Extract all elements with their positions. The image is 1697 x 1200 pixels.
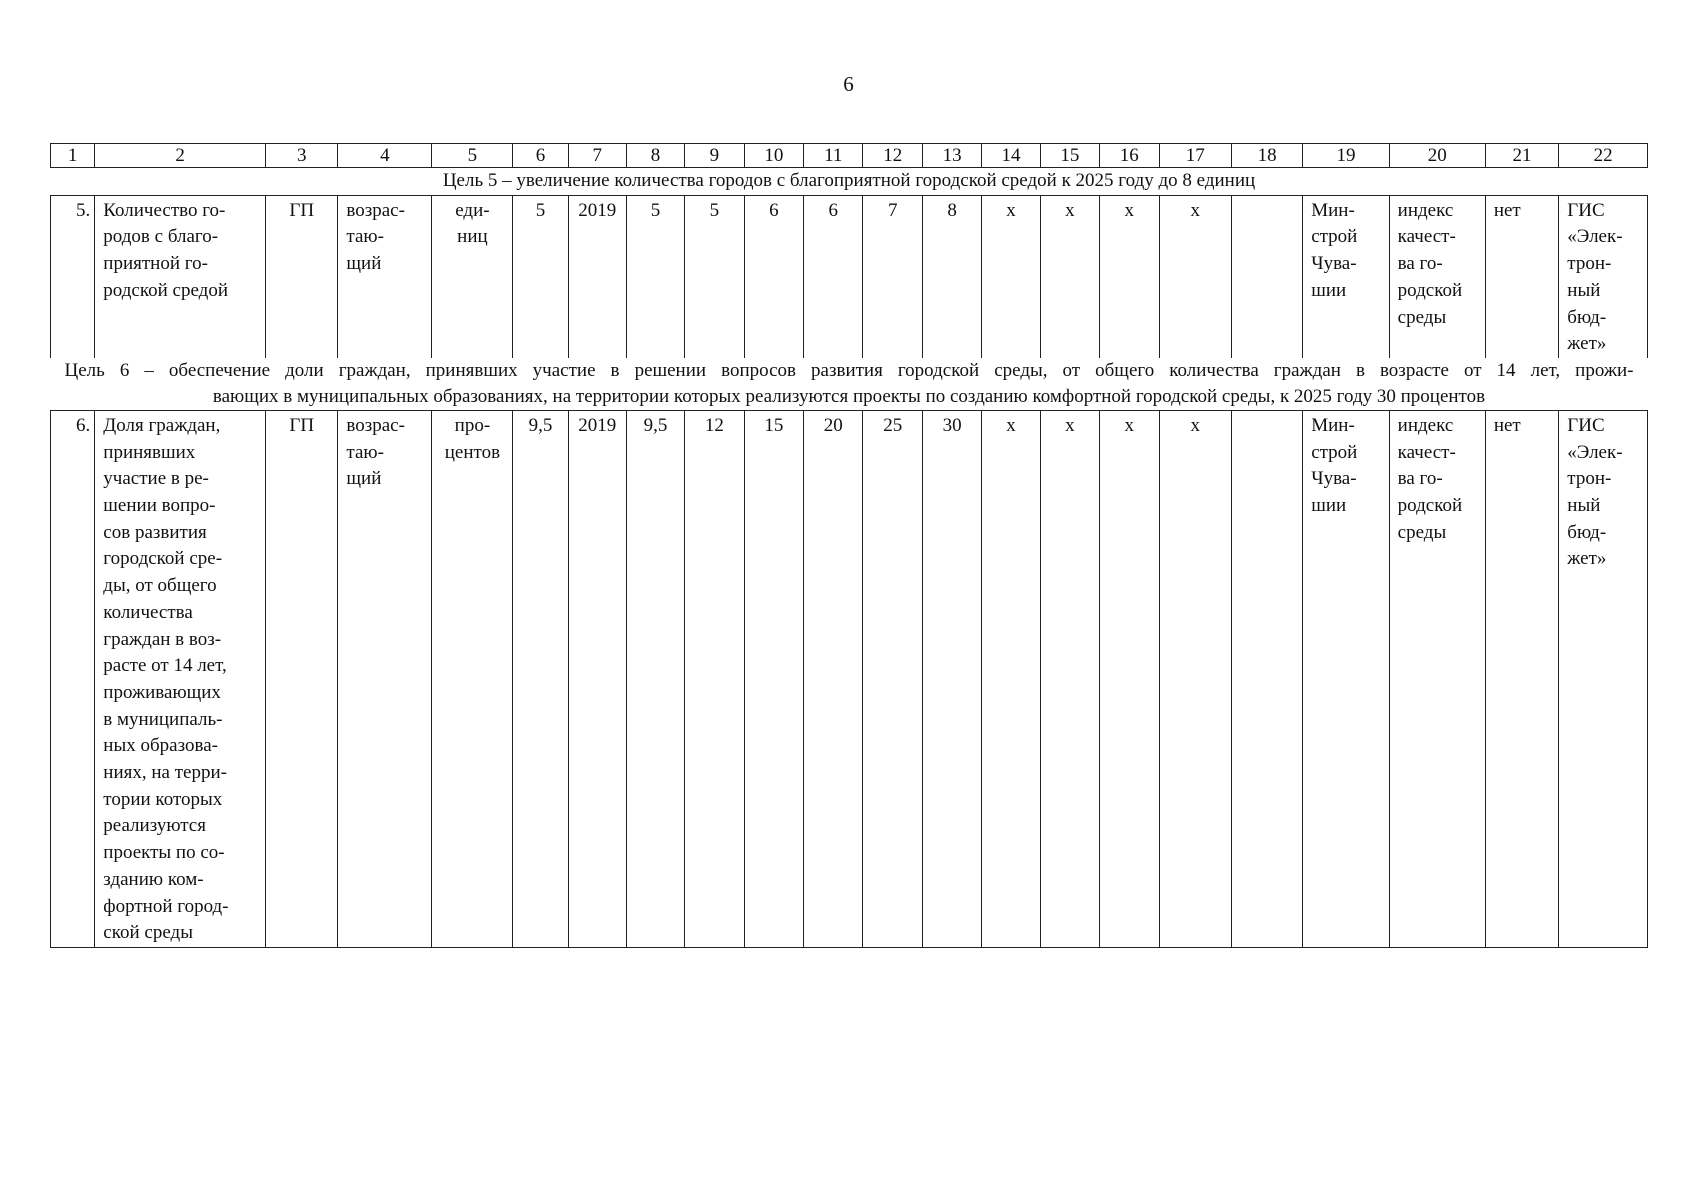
column-number: 22 [1559,144,1648,168]
indicator-trend: возрас- таю- щий [338,195,432,358]
value-col-16: x [1100,410,1159,947]
calculation-method: индекс качест- ва го- родской среды [1389,410,1485,947]
column-number: 6 [513,144,568,168]
value-col-10: 15 [744,410,803,947]
flag-value: нет [1485,195,1558,358]
goal-6-line-2: вающих в муниципальных образованиях, на территории которых реализуются проекты по созданию комфортной городской среды, к 2025 году 30 процентов [212,385,1486,407]
indicator-type: ГП [266,195,338,358]
column-number: 20 [1389,144,1485,168]
value-col-11: 6 [804,195,863,358]
column-number: 10 [744,144,803,168]
value-col-16: x [1100,195,1159,358]
column-number: 5 [432,144,513,168]
goal-6-row [51,358,1648,411]
responsible-org: Мин- строй Чува- шии [1303,410,1389,947]
goal-5-row [51,168,1648,196]
column-number: 11 [804,144,863,168]
value-col-13: 8 [922,195,981,358]
data-source: ГИС «Элек- трон- ный бюд- жет» [1559,410,1648,947]
column-number: 14 [982,144,1040,168]
value-col-9: 5 [685,195,744,358]
base-year: 2019 [568,195,626,358]
value-col-17: x [1159,195,1231,358]
goal-6-line-1: Цель 6 – обеспечение доли граждан, принявших участие в решении вопросов развития городской среды, от общего количества граждан в возрасте от 14 лет, прожи- [64,359,1634,381]
value-col-11: 20 [804,410,863,947]
value-col-12: 7 [863,195,922,358]
data-source: ГИС «Элек- трон- ный бюд- жет» [1559,195,1648,358]
goal-6-text [51,358,1648,411]
indicator-unit: еди- ниц [432,195,513,358]
column-number: 17 [1159,144,1231,168]
column-number: 7 [568,144,626,168]
value-col-18 [1231,195,1302,358]
value-col-12: 25 [863,410,922,947]
column-number: 21 [1485,144,1558,168]
column-number: 18 [1231,144,1302,168]
flag-value: нет [1485,410,1558,947]
goal-5-text: Цель 5 – увеличение количества городов с благоприятной городской средой к 2025 году до 8 единиц [51,168,1648,196]
indicators-table [50,143,1648,948]
value-col-10: 6 [744,195,803,358]
row-number: 5. [51,195,95,358]
value-col-8: 9,5 [626,410,684,947]
value-col-8: 5 [626,195,684,358]
indicator-type: ГП [266,410,338,947]
column-number: 12 [863,144,922,168]
indicator-trend: возрас- таю- щий [338,410,432,947]
indicator-row-5 [51,195,1648,358]
page-number: 6 [843,72,854,96]
base-year: 2019 [568,410,626,947]
value-col-15: x [1040,410,1099,947]
responsible-org: Мин- строй Чува- шии [1303,195,1389,358]
column-number: 3 [266,144,338,168]
value-col-14: x [982,195,1040,358]
column-number: 4 [338,144,432,168]
column-number: 2 [95,144,266,168]
column-number: 1 [51,144,95,168]
calculation-method: индекс качест- ва го- родской среды [1389,195,1485,358]
indicator-row-6 [51,410,1648,947]
column-number-row [51,144,1648,168]
indicator-unit: про- центов [432,410,513,947]
column-number: 13 [922,144,981,168]
column-number: 19 [1303,144,1389,168]
value-col-9: 12 [685,410,744,947]
indicator-name: Доля граждан, принявших участие в ре- шении вопро- сов развития городской сре- ды, от общего количества граждан в воз- расте от 14 лет, проживающих в муниципаль- ных образова- ниях, на терри- тории которых реализуются проекты по со- зданию ком- фортной город- ской среды [95,410,266,947]
column-number: 9 [685,144,744,168]
row-number: 6. [51,410,95,947]
base-value: 9,5 [513,410,568,947]
value-col-13: 30 [922,410,981,947]
value-col-17: x [1159,410,1231,947]
column-number: 15 [1040,144,1099,168]
value-col-15: x [1040,195,1099,358]
indicator-name: Количество го- родов с благо- приятной го- родской средой [95,195,266,358]
value-col-14: x [982,410,1040,947]
base-value: 5 [513,195,568,358]
column-number: 16 [1100,144,1159,168]
value-col-18 [1231,410,1302,947]
column-number: 8 [626,144,684,168]
